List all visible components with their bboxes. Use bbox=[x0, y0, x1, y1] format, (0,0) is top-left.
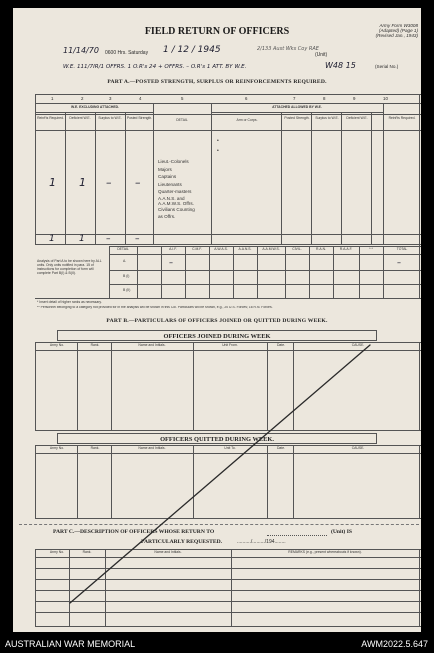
rank-aamws: A.A.M.W.S. Offrs. bbox=[158, 201, 194, 207]
joined-col-rank: Rank. bbox=[90, 343, 100, 347]
form-adapted: (Adapted) (Page 1) bbox=[378, 28, 418, 34]
total-reinf: 1 bbox=[49, 234, 55, 244]
header-reinf-required: Reinf'ts Required. bbox=[37, 116, 64, 120]
rank-qm: Quarter-masters bbox=[158, 189, 192, 195]
partc-col-name: Name and Initials. bbox=[154, 550, 182, 554]
rank-lieutenants: Lieutenants bbox=[158, 181, 182, 187]
unit-label: (Unit) bbox=[315, 52, 328, 58]
quitted-col-unit: Unit To. bbox=[224, 446, 236, 450]
analysis-col-raaf: R.A.A.F. bbox=[339, 247, 353, 251]
analysis-col-detail: DETAIL bbox=[117, 247, 129, 251]
col-number-7: 7 bbox=[293, 96, 296, 101]
analysis-col-aans: A.A.N.S. bbox=[238, 247, 252, 251]
form-number: Army Form W3008 bbox=[379, 23, 418, 28]
header-arm-corps: Arm or Corps. bbox=[236, 118, 258, 122]
rank-marker-1: • bbox=[217, 138, 219, 144]
quitted-col-army: Army No. bbox=[49, 446, 65, 450]
analysis-note: Analysis of Part A to be shown here by ALL units. Only units notified in para. 15 of instructions for completion of form will complete Part B(I) & B(II). bbox=[37, 259, 102, 275]
footer-institution: AUSTRALIAN WAR MEMORIAL bbox=[5, 639, 136, 649]
header-reinf-att: Reinf'ts Required. bbox=[388, 116, 416, 120]
part-c-date: ........../........./194........ bbox=[237, 539, 286, 545]
col-number-10: 10 bbox=[383, 96, 388, 101]
quitted-col-rank: Rank. bbox=[90, 446, 100, 450]
partc-col-rank: Rank. bbox=[82, 550, 92, 554]
joined-col-army: Army No. bbox=[49, 343, 65, 347]
part-a-title: PART A.—POSTED STRENGTH, SURPLUS OR REINFORCEMENTS REQUIRED. bbox=[107, 79, 327, 85]
col-number-5: 5 bbox=[181, 96, 184, 101]
form-revised: (Revised Jan., 1943) bbox=[375, 33, 418, 39]
rank-aans: A.A.N.S. and bbox=[158, 195, 185, 201]
analysis-col-awas: A.W.A.S. bbox=[214, 247, 228, 251]
header-deficient-att: Deficient W.E. bbox=[346, 116, 368, 120]
joined-title: OFFICERS JOINED DURING WEEK bbox=[57, 330, 377, 341]
analysis-col-aif: A.I.F. bbox=[169, 247, 177, 251]
cancellation-stroke bbox=[13, 8, 421, 632]
quitted-col-name: Name and Initials. bbox=[138, 446, 166, 450]
analysis-col-cmf: C.M.F. bbox=[192, 247, 202, 251]
footnote-1: * Insert detail of higher ranks as necessary. bbox=[37, 300, 102, 304]
group-right-header: ATTACHED ALLOWED BY W.E. bbox=[272, 105, 322, 109]
joined-col-unit: Unit From. bbox=[222, 343, 238, 347]
analysis-row-b1: B (I) bbox=[123, 274, 130, 278]
time-handwritten: 11/14/70 bbox=[63, 46, 99, 55]
rank-marker-2: • bbox=[217, 148, 219, 154]
entry-deficient: 1 bbox=[79, 176, 86, 189]
analysis-aif-mark: – bbox=[169, 258, 173, 267]
group-left-header: W.E. EXCLUDING ATTACHED. bbox=[71, 105, 119, 109]
part-b-title: PART B.—PARTICULARS OF OFFICERS JOINED OR QUITTED DURING WEEK. bbox=[106, 318, 328, 324]
total-posted: – bbox=[135, 234, 140, 244]
part-c-title-c: PARTICULARLY REQUESTED. bbox=[141, 539, 223, 545]
part-c-title-a: PART C.—DESCRIPTION OF OFFICERS WHOSE RETURN TO bbox=[53, 529, 215, 535]
quitted-col-date: Date. bbox=[276, 446, 286, 450]
total-deficient: 1 bbox=[79, 234, 85, 244]
partc-col-remarks: REMARKS (e.g., present whereabouts if known). bbox=[288, 550, 362, 554]
analysis-total-mark: – bbox=[397, 258, 401, 267]
unit-handwritten: 2/133 Aust Wks Coy RAE bbox=[257, 46, 319, 52]
header-posted-att: Posted Strength. bbox=[284, 116, 310, 120]
hrs-label: 0600 Hrs. Saturday bbox=[105, 50, 149, 56]
col-number-6: 6 bbox=[245, 96, 248, 101]
part-c-title-b: (Unit) IS bbox=[331, 529, 352, 535]
analysis-col-total: TOTAL bbox=[396, 247, 408, 251]
joined-col-date: Date. bbox=[276, 343, 286, 347]
header-surplus-att: Surplus to W.E. bbox=[315, 116, 339, 120]
header-deficient: Deficient W.E. bbox=[69, 116, 91, 120]
col-number-1: 1 bbox=[51, 96, 54, 101]
we-line: W.E. 111/7IR/1 OFFRS. 1 O.R's 24 + OFFRS. – O.R's 1 ATT. BY W.E. bbox=[63, 64, 247, 70]
joined-col-cause: CAUSE. bbox=[351, 343, 365, 347]
entry-reinf: 1 bbox=[49, 176, 56, 189]
quitted-col-cause: CAUSE. bbox=[351, 446, 365, 450]
serial-label: (Serial No.) bbox=[375, 64, 399, 69]
rank-civilians: Civilians Counting bbox=[158, 207, 195, 213]
footnote-2: ** Personnel belonging to a category not provided for in the analysis will be shown in this Col. Particulars will be shown, e.g., 20 U.S. Forces; 16 R.N. Forces. bbox=[37, 306, 273, 309]
rank-majors: Majors bbox=[158, 166, 172, 172]
footer-accession: AWM2022.5.647 bbox=[361, 639, 428, 649]
form-sheet bbox=[13, 8, 421, 632]
detail-header: DETAIL bbox=[176, 118, 188, 122]
joined-col-name: Name and Initials. bbox=[138, 343, 166, 347]
quitted-title: OFFICERS QUITTED DURING WEEK. bbox=[57, 433, 377, 444]
analysis-row-b2: B (II) bbox=[123, 288, 131, 292]
analysis-col-ran: R.A.N. bbox=[316, 247, 326, 251]
total-surplus: – bbox=[106, 234, 111, 244]
analysis-col-aamws: A.A.M.W.S. bbox=[262, 247, 280, 251]
form-title: FIELD RETURN OF OFFICERS bbox=[144, 26, 290, 37]
col-number-8: 8 bbox=[323, 96, 326, 101]
col-number-4: 4 bbox=[139, 96, 142, 101]
col-number-9: 9 bbox=[353, 96, 356, 101]
date-handwritten: 1 / 12 / 1945 bbox=[163, 45, 221, 55]
entry-surplus: – bbox=[106, 176, 112, 189]
header-posted: Posted Strength. bbox=[126, 116, 153, 120]
col-number-3: 3 bbox=[109, 96, 112, 101]
partc-col-army: Army No. bbox=[49, 550, 65, 554]
entry-posted: – bbox=[135, 176, 141, 189]
rank-captains: Captains bbox=[158, 174, 177, 180]
archive-footer bbox=[0, 637, 434, 653]
col-number-2: 2 bbox=[81, 96, 84, 101]
analysis-row-a: A. bbox=[123, 259, 127, 263]
analysis-col-civil: CIVIL. bbox=[292, 247, 302, 251]
header-surplus: Surplus to W.E. bbox=[98, 116, 122, 120]
serial-handwritten: W48 15 bbox=[325, 61, 356, 70]
analysis-col-other: * * bbox=[369, 247, 373, 251]
rank-as-offrs: as Offrs. bbox=[158, 213, 176, 219]
rank-lt-col: Lieut.-Colonels bbox=[158, 159, 189, 164]
